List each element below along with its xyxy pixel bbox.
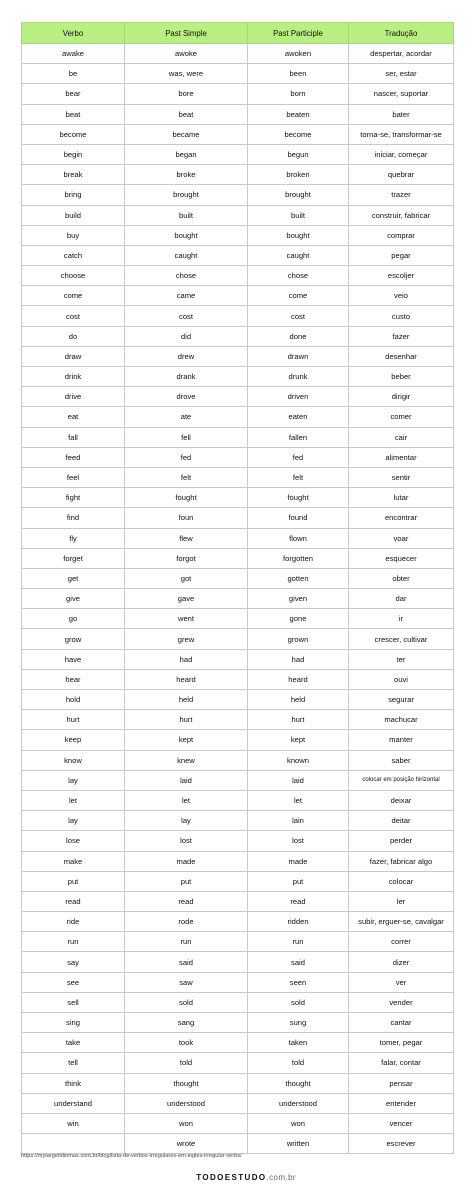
cell-past-simple: became [125,124,248,144]
cell-past-participle: lost [248,831,349,851]
cell-verbo: run [22,932,125,952]
cell-traducao: bater [349,104,454,124]
cell-traducao: dizer [349,952,454,972]
table-row [22,326,454,346]
cell-past-simple: gave [125,589,248,609]
cell-traducao: dirigir [349,387,454,407]
cell-traducao: iniciar, começar [349,144,454,164]
table-row [22,467,454,487]
cell-past-simple: did [125,326,248,346]
cell-traducao: quebrar [349,165,454,185]
cell-verbo: read [22,891,125,911]
table-row [22,770,454,790]
cell-past-participle: fought [248,488,349,508]
cell-traducao: cair [349,427,454,447]
cell-past-simple: read [125,891,248,911]
cell-verbo: ride [22,912,125,932]
table-row [22,891,454,911]
brand-domain: .com.br [266,1173,296,1182]
cell-verbo: understand [22,1093,125,1113]
cell-verbo: grow [22,629,125,649]
cell-traducao: fazer, fabricar algo [349,851,454,871]
table-row [22,1053,454,1073]
cell-traducao: falar, contar [349,1053,454,1073]
table-row [22,508,454,528]
cell-past-participle: eaten [248,407,349,427]
cell-traducao: colocar [349,871,454,891]
cell-verbo: drink [22,367,125,387]
cell-past-simple: was, were [125,64,248,84]
cell-past-simple: forgot [125,548,248,568]
cell-traducao: correr [349,932,454,952]
cell-traducao: alimentar [349,447,454,467]
cell-past-participle: held [248,690,349,710]
cell-past-simple: went [125,609,248,629]
cell-traducao: voar [349,528,454,548]
table-header [22,23,454,44]
cell-past-participle: found [248,508,349,528]
cell-past-participle: gotten [248,568,349,588]
cell-traducao: despertar, acordar [349,44,454,64]
cell-past-simple: came [125,286,248,306]
cell-verbo: do [22,326,125,346]
cell-traducao: colocar em posição hirizontal [349,770,454,790]
cell-verbo: build [22,205,125,225]
table-row [22,972,454,992]
cell-traducao: ir [349,609,454,629]
cell-past-simple: said [125,952,248,972]
cell-past-simple: brought [125,185,248,205]
cell-traducao: lutar [349,488,454,508]
table-row [22,548,454,568]
cell-traducao: vender [349,992,454,1012]
cell-verbo: forget [22,548,125,568]
table-row [22,387,454,407]
table-row [22,831,454,851]
cell-traducao: cantar [349,1013,454,1033]
cell-past-simple: began [125,144,248,164]
cell-past-participle: won [248,1113,349,1133]
cell-traducao: deitar [349,811,454,831]
table-row [22,488,454,508]
cell-traducao: subir, erguer-se, cavalgar [349,912,454,932]
cell-verbo: come [22,286,125,306]
cell-past-participle: cost [248,306,349,326]
cell-past-simple: thought [125,1073,248,1093]
cell-traducao: machucar [349,710,454,730]
cell-past-simple: rode [125,912,248,932]
cell-past-participle: broken [248,165,349,185]
cell-past-simple: built [125,205,248,225]
cell-past-participle: drunk [248,367,349,387]
cell-past-simple: drew [125,346,248,366]
cell-past-simple: made [125,851,248,871]
cell-verbo: put [22,871,125,891]
cell-verbo: say [22,952,125,972]
table-row [22,185,454,205]
cell-traducao: desenhar [349,346,454,366]
cell-past-participle: built [248,205,349,225]
cell-past-simple: understood [125,1093,248,1113]
cell-past-participle: been [248,64,349,84]
source-url: https://mytargetidiomas.com.br/blog/lista-de-verbos-irregulares-em-ingles-irregular-verbs/ [21,1153,242,1159]
table-row [22,750,454,770]
cell-verbo: take [22,1033,125,1053]
cell-verbo: tell [22,1053,125,1073]
cell-past-simple: cost [125,306,248,326]
table-row [22,790,454,810]
cell-verbo: cost [22,306,125,326]
cell-past-participle: lain [248,811,349,831]
cell-verbo: know [22,750,125,770]
table-row [22,669,454,689]
table-row [22,245,454,265]
cell-verbo: think [22,1073,125,1093]
table-row [22,1113,454,1133]
cell-verbo: fall [22,427,125,447]
cell-verbo: hear [22,669,125,689]
cell-past-simple: got [125,568,248,588]
verbs-table-container [21,22,453,1154]
cell-verbo: catch [22,245,125,265]
cell-verbo: bear [22,84,125,104]
cell-past-participle: become [248,124,349,144]
cell-past-simple: won [125,1113,248,1133]
cell-past-participle: fed [248,447,349,467]
cell-past-simple: grew [125,629,248,649]
cell-past-participle: kept [248,730,349,750]
cell-traducao: vencer [349,1113,454,1133]
cell-traducao: beber [349,367,454,387]
cell-traducao: construir, fabricar [349,205,454,225]
cell-past-participle: born [248,84,349,104]
cell-past-simple: lost [125,831,248,851]
table-row [22,932,454,952]
header-verbo: Verbo [22,23,125,44]
table-row [22,144,454,164]
cell-verbo: lose [22,831,125,851]
cell-past-simple: foun [125,508,248,528]
table-row [22,912,454,932]
cell-past-participle: beaten [248,104,349,124]
table-row [22,629,454,649]
cell-past-participle: let [248,790,349,810]
cell-past-participle: written [248,1134,349,1154]
cell-traducao: ouvi [349,669,454,689]
cell-verbo: drive [22,387,125,407]
cell-past-simple: caught [125,245,248,265]
cell-past-participle: come [248,286,349,306]
cell-traducao: trazer [349,185,454,205]
cell-past-simple: told [125,1053,248,1073]
cell-traducao: obter [349,568,454,588]
cell-past-simple: took [125,1033,248,1053]
cell-verbo: feed [22,447,125,467]
table-row [22,1013,454,1033]
cell-past-participle: bought [248,225,349,245]
cell-verbo: become [22,124,125,144]
table-row [22,811,454,831]
table-row [22,992,454,1012]
cell-past-participle: ridden [248,912,349,932]
cell-traducao: pensar [349,1073,454,1093]
cell-past-participle: taken [248,1033,349,1053]
cell-past-simple: drove [125,387,248,407]
cell-verbo: be [22,64,125,84]
cell-verbo: draw [22,346,125,366]
cell-past-simple: felt [125,467,248,487]
cell-past-participle: fallen [248,427,349,447]
table-row [22,306,454,326]
cell-traducao: nascer, suportar [349,84,454,104]
cell-verbo: keep [22,730,125,750]
cell-traducao: segurar [349,690,454,710]
cell-verbo: fly [22,528,125,548]
cell-verbo: awake [22,44,125,64]
cell-traducao: fazer [349,326,454,346]
cell-traducao: dar [349,589,454,609]
cell-past-participle: had [248,649,349,669]
cell-past-simple: fought [125,488,248,508]
brand-name: TODOESTUDO [196,1173,267,1182]
cell-past-simple: heard [125,669,248,689]
cell-verbo: get [22,568,125,588]
cell-past-simple: bore [125,84,248,104]
table-row [22,286,454,306]
cell-verbo: find [22,508,125,528]
cell-verbo: sing [22,1013,125,1033]
cell-past-participle: awoken [248,44,349,64]
table-row [22,851,454,871]
cell-verbo: see [22,972,125,992]
cell-past-participle: known [248,750,349,770]
table-row [22,427,454,447]
table-row [22,1073,454,1093]
cell-past-simple: sang [125,1013,248,1033]
cell-past-participle: laid [248,770,349,790]
cell-past-participle: sung [248,1013,349,1033]
cell-traducao: torna-se, transformar-se [349,124,454,144]
cell-past-participle: run [248,932,349,952]
table-row [22,1033,454,1053]
cell-verbo: beat [22,104,125,124]
cell-past-simple: fell [125,427,248,447]
cell-verbo: go [22,609,125,629]
table-row [22,407,454,427]
table-row [22,104,454,124]
cell-traducao: comer [349,407,454,427]
cell-past-participle: said [248,952,349,972]
cell-traducao: veio [349,286,454,306]
table-row [22,165,454,185]
cell-verbo: hurt [22,710,125,730]
cell-past-participle: brought [248,185,349,205]
table-row [22,568,454,588]
table-row [22,690,454,710]
cell-verbo: fight [22,488,125,508]
cell-past-participle: begun [248,144,349,164]
cell-verbo: have [22,649,125,669]
cell-past-simple: hurt [125,710,248,730]
cell-past-simple: fed [125,447,248,467]
cell-verbo: lay [22,770,125,790]
cell-verbo: give [22,589,125,609]
cell-verbo: buy [22,225,125,245]
cell-verbo: make [22,851,125,871]
cell-traducao: sentir [349,467,454,487]
table-row [22,367,454,387]
cell-traducao: manter [349,730,454,750]
header-past-participle: Past Participle [248,23,349,44]
cell-past-simple: awoke [125,44,248,64]
table-row [22,44,454,64]
cell-traducao: esquecer [349,548,454,568]
table-body [22,44,454,1154]
table-row [22,447,454,467]
header-traducao: Tradução [349,23,454,44]
cell-past-simple: beat [125,104,248,124]
cell-past-participle: caught [248,245,349,265]
cell-past-simple: had [125,649,248,669]
cell-verbo: win [22,1113,125,1133]
cell-past-participle: sold [248,992,349,1012]
cell-past-simple: drank [125,367,248,387]
cell-traducao: custo [349,306,454,326]
table-row [22,84,454,104]
header-past-simple: Past Simple [125,23,248,44]
cell-past-participle: understood [248,1093,349,1113]
table-row [22,589,454,609]
table-row [22,952,454,972]
table-row [22,205,454,225]
cell-traducao: deixar [349,790,454,810]
table-row [22,609,454,629]
table-row [22,871,454,891]
cell-verbo: begin [22,144,125,164]
irregular-verbs-table [21,22,454,1154]
cell-past-simple: sold [125,992,248,1012]
cell-past-simple: run [125,932,248,952]
cell-traducao: saber [349,750,454,770]
cell-past-participle: hurt [248,710,349,730]
table-row [22,266,454,286]
cell-verbo: let [22,790,125,810]
cell-past-participle: flown [248,528,349,548]
cell-past-participle: forgotten [248,548,349,568]
header-row [22,23,454,44]
cell-past-simple: bought [125,225,248,245]
cell-traducao: comprar [349,225,454,245]
cell-past-simple: ate [125,407,248,427]
cell-past-participle: gone [248,609,349,629]
cell-past-participle: driven [248,387,349,407]
cell-traducao: pegar [349,245,454,265]
cell-verbo: lay [22,811,125,831]
table-row [22,730,454,750]
cell-verbo: feel [22,467,125,487]
cell-traducao: escrever [349,1134,454,1154]
cell-past-participle: felt [248,467,349,487]
cell-past-simple: broke [125,165,248,185]
cell-verbo: sell [22,992,125,1012]
cell-verbo: bring [22,185,125,205]
cell-traducao: perder [349,831,454,851]
table-row [22,649,454,669]
cell-verbo: hold [22,690,125,710]
cell-past-participle: grown [248,629,349,649]
table-row [22,346,454,366]
cell-past-participle: chose [248,266,349,286]
brand-logo [196,1173,296,1182]
cell-past-simple: kept [125,730,248,750]
cell-past-simple: held [125,690,248,710]
cell-past-simple: lay [125,811,248,831]
cell-verbo: eat [22,407,125,427]
cell-verbo: choose [22,266,125,286]
cell-traducao: ver [349,972,454,992]
cell-past-participle: thought [248,1073,349,1093]
table-row [22,528,454,548]
cell-traducao: ler [349,891,454,911]
table-row [22,710,454,730]
table-row [22,124,454,144]
cell-traducao: ter [349,649,454,669]
cell-past-simple: put [125,871,248,891]
cell-past-participle: heard [248,669,349,689]
cell-traducao: escoljer [349,266,454,286]
cell-verbo [22,1134,125,1154]
cell-past-simple: wrote [125,1134,248,1154]
cell-past-participle: read [248,891,349,911]
cell-past-simple: laid [125,770,248,790]
cell-past-simple: chose [125,266,248,286]
cell-past-simple: knew [125,750,248,770]
table-row [22,64,454,84]
cell-traducao: tomer, pegar [349,1033,454,1053]
cell-past-participle: drawn [248,346,349,366]
cell-past-participle: told [248,1053,349,1073]
cell-traducao: entender [349,1093,454,1113]
cell-past-simple: let [125,790,248,810]
cell-past-simple: flew [125,528,248,548]
table-row [22,225,454,245]
cell-past-participle: done [248,326,349,346]
cell-past-participle: given [248,589,349,609]
cell-traducao: ser, estar [349,64,454,84]
cell-traducao: encontrar [349,508,454,528]
cell-verbo: break [22,165,125,185]
table-row [22,1134,454,1154]
table-row [22,1093,454,1113]
cell-traducao: crescer, cultivar [349,629,454,649]
cell-past-participle: seen [248,972,349,992]
cell-past-participle: made [248,851,349,871]
cell-past-participle: put [248,871,349,891]
cell-past-simple: saw [125,972,248,992]
